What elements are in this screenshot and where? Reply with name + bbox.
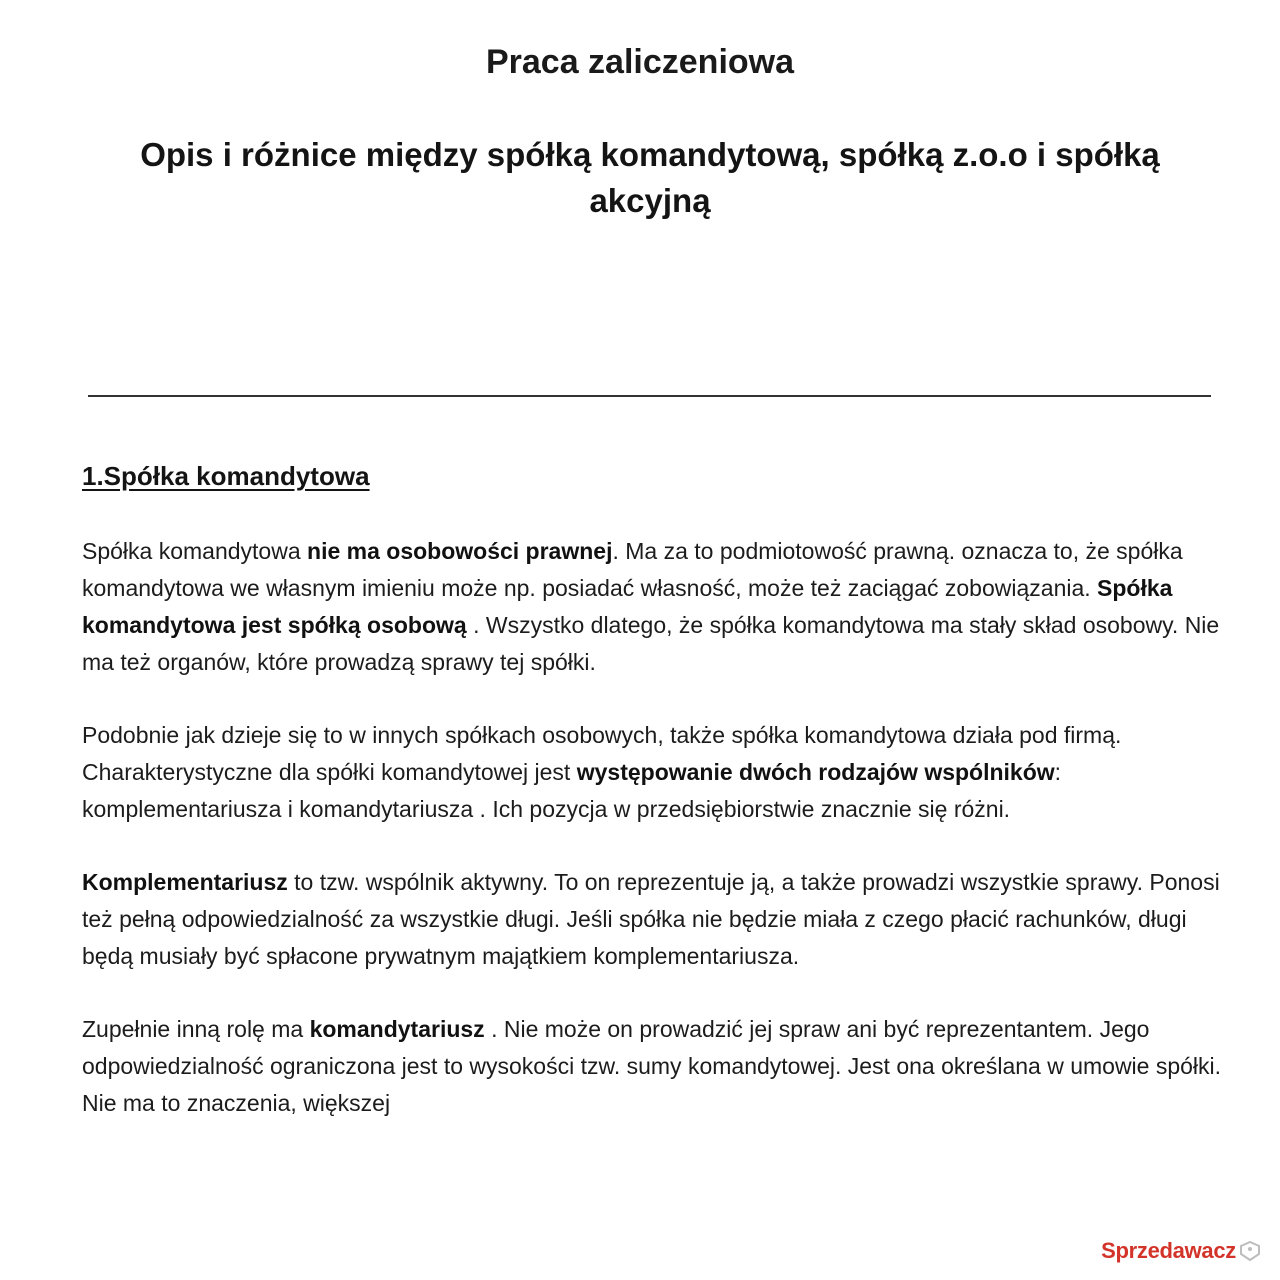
bold-run: komandytariusz xyxy=(309,1016,485,1042)
cut-off-title xyxy=(0,40,1280,76)
document-title: Opis i różnice między spółką komandytową, spółką z.o.o i spółką akcyjną xyxy=(140,136,1160,219)
body-text xyxy=(82,533,1222,1158)
watermark-logo xyxy=(1097,1234,1268,1268)
text-run: . Wszystko dlatego, że spółka komandytowa ma stały skład osobowy. Nie ma też organów, które prowadzą sprawy tej spółki. xyxy=(82,612,1220,675)
paragraph xyxy=(82,864,1222,975)
tag-icon xyxy=(1238,1240,1262,1262)
text-run: Podobnie jak dzieje się to w innych spółkach osobowych, także spółka komandytowa działa pod firmą. Charakterystyczne dla spółki komandytowej jest xyxy=(82,722,1122,785)
paragraph xyxy=(82,533,1222,681)
cut-off-title-text: Praca zaliczeniowa xyxy=(485,43,795,76)
text-run: . Ma za to podmiotowość prawną. oznacza to, że spółka komandytowa we własnym imieniu może np. posiadać własność, może też zaciągać zobowiązania. xyxy=(82,538,1183,601)
horizontal-rule xyxy=(88,395,1211,397)
watermark-text: Sprzedawacz xyxy=(1101,1238,1236,1263)
bold-run: nie ma osobowości prawnej xyxy=(307,538,613,564)
bold-run: Komplementariusz xyxy=(82,869,288,895)
text-run: . Nie może on prowadzić jej spraw ani być reprezentantem. Jego odpowiedzialność ograniczona jest to wysokości tzw. sumy komandytowej. Jest ona określana w umowie spółki. Nie ma to znaczenia, większej xyxy=(82,1016,1222,1116)
text-run: to tzw. wspólnik aktywny. To on reprezentuje ją, a także prowadzi wszystkie sprawy. Ponosi też pełną odpowiedzialność za wszystkie długi. Jeśli spółka nie będzie miała z czego płacić rachunków, długi będą musiały być spłacone prywatnym majątkiem komplementariusza. xyxy=(82,869,1220,969)
page-bottom-clip xyxy=(0,1207,1280,1280)
text-run: Spółka komandytowa xyxy=(82,538,308,564)
paragraph xyxy=(82,1011,1222,1122)
bold-run: Spółka komandytowa jest spółką osobową xyxy=(82,575,1173,638)
bold-run: występowanie dwóch rodzajów wspólników xyxy=(576,759,1055,785)
text-run: Zupełnie inną rolę ma xyxy=(82,1016,310,1042)
section-heading: 1.Spółka komandytowa xyxy=(82,461,370,491)
text-run: : komplementariusza i komandytariusza . Ich pozycja w przedsiębiorstwie znacznie się różni. xyxy=(82,759,1062,822)
paragraph xyxy=(82,717,1222,828)
